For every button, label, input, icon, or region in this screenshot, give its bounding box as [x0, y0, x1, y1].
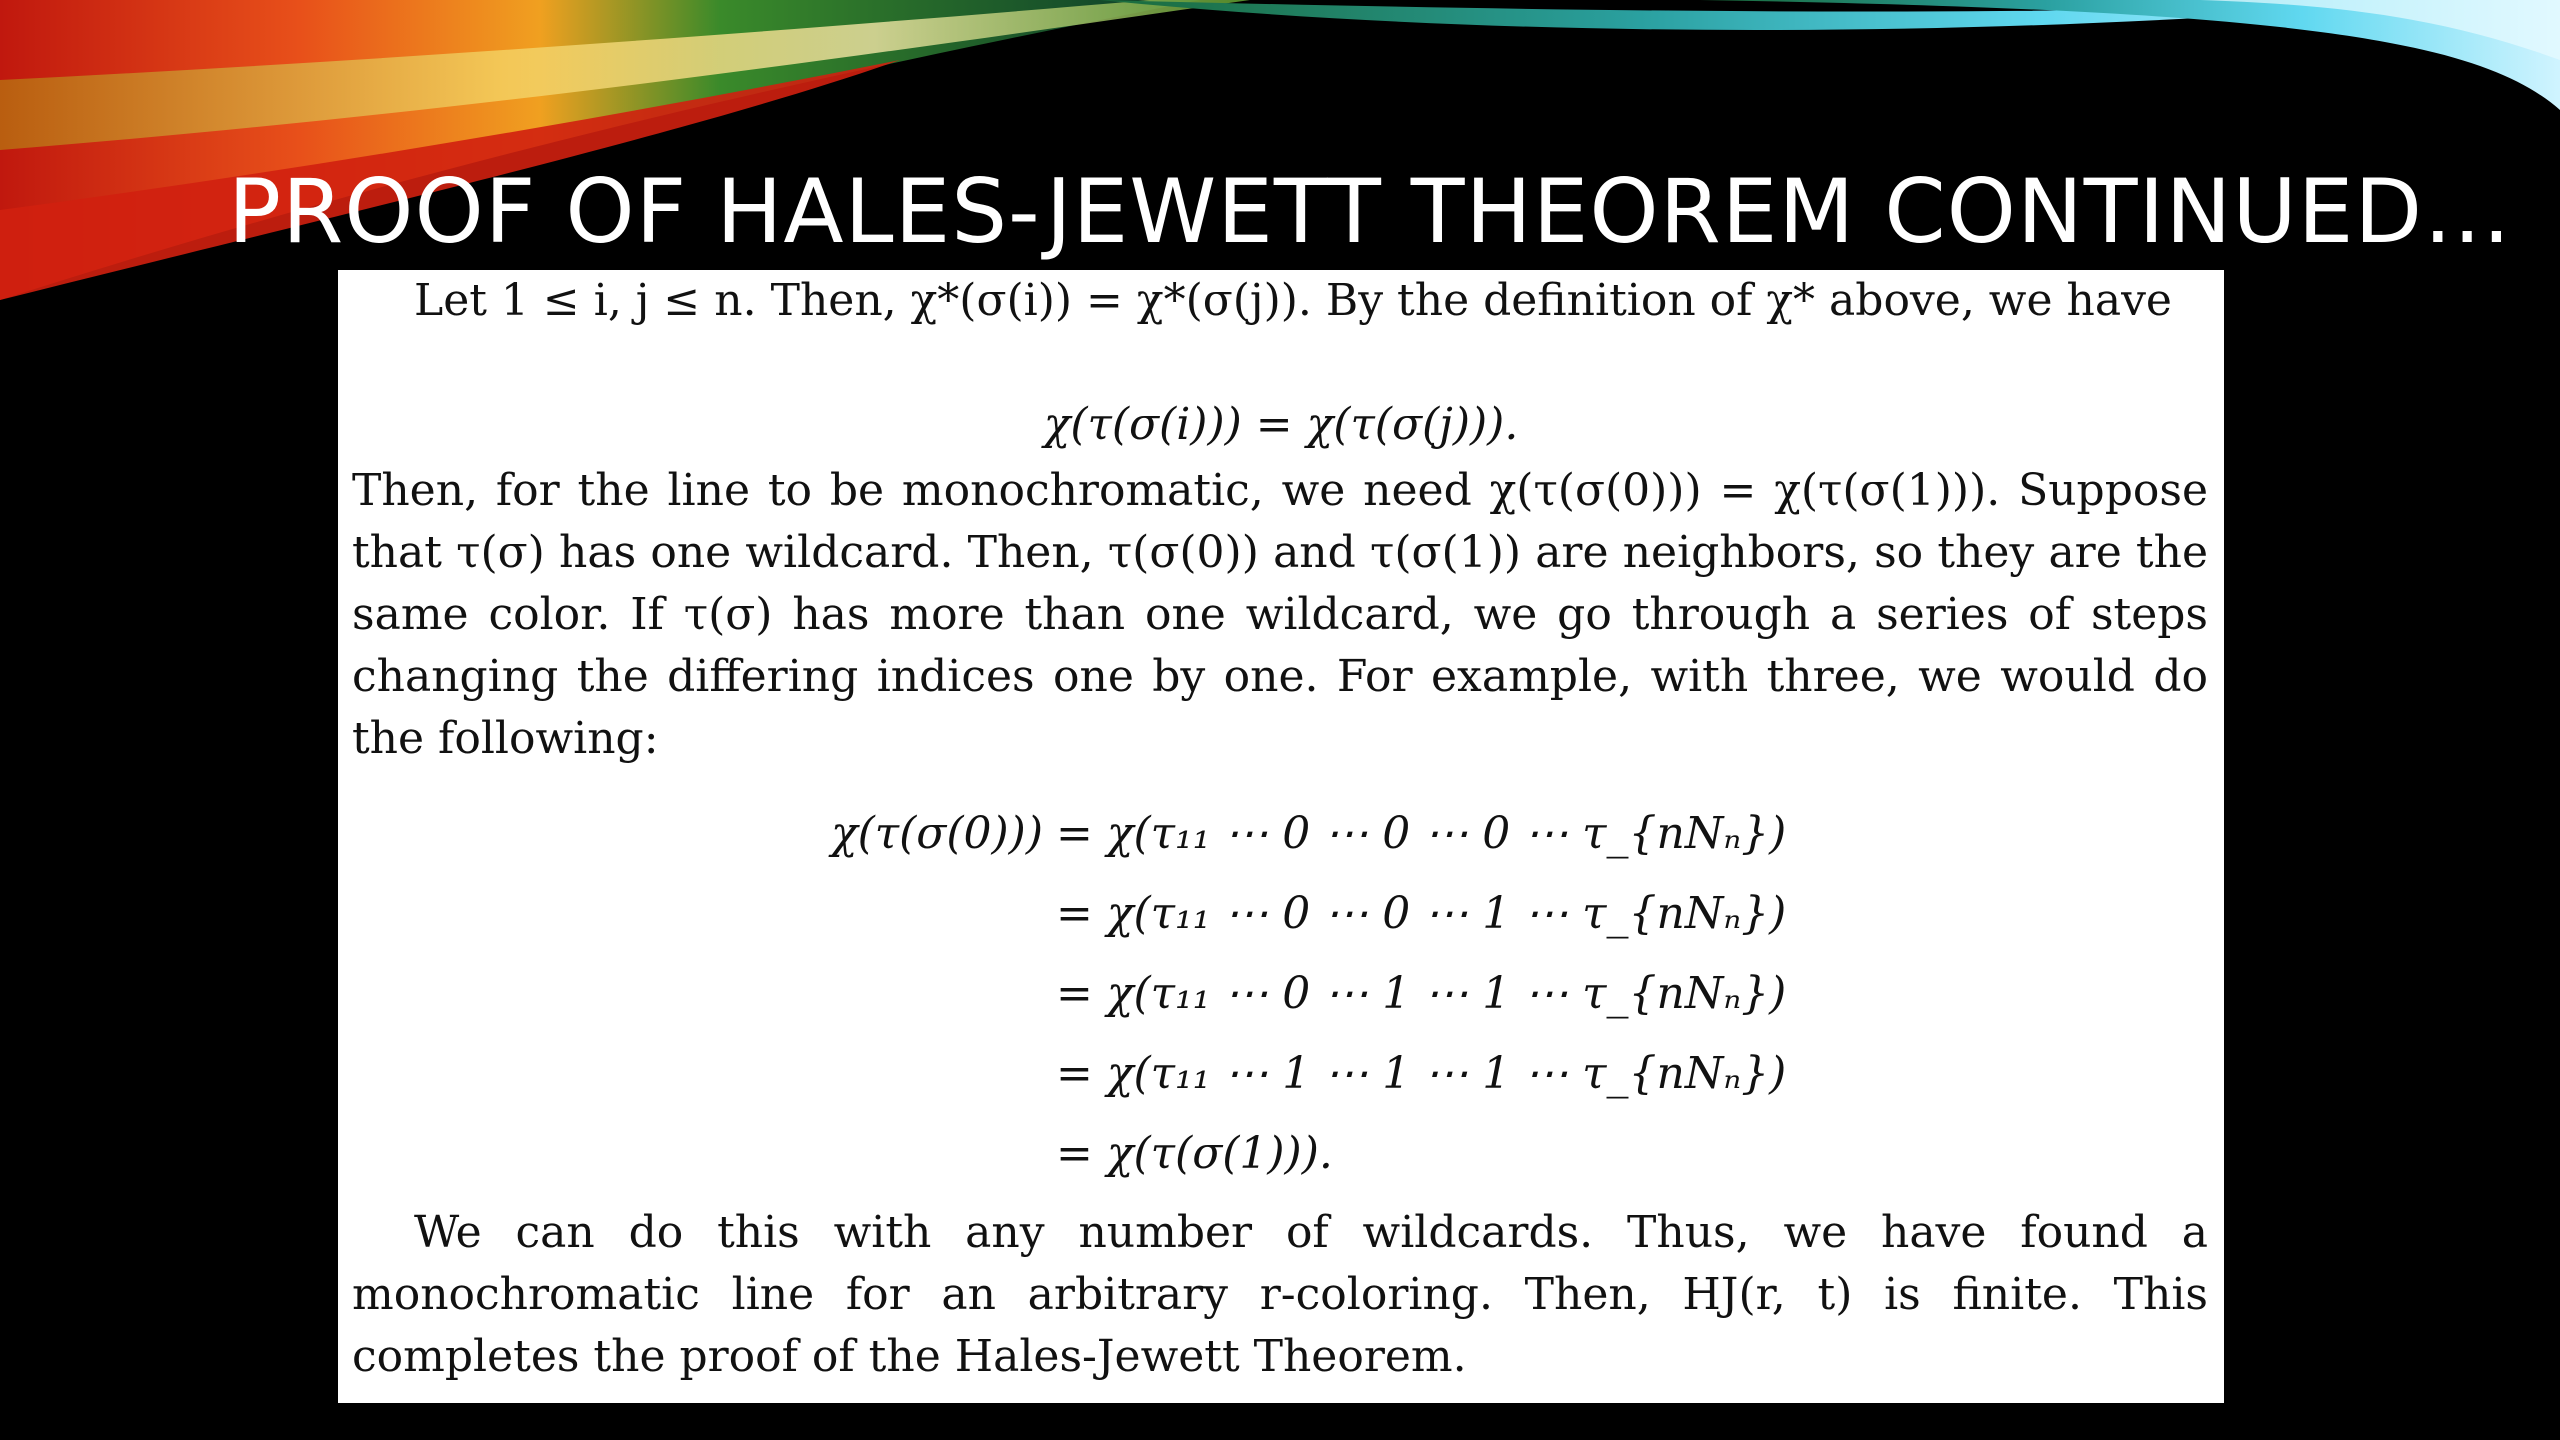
aligned-equations — [338, 794, 2224, 1194]
aligned-lhs: χ(τ(σ(0))) — [830, 808, 1043, 859]
aligned-row: = χ(τ₁₁ ⋯ 0 ⋯ 1 ⋯ 1 ⋯ τ_{nNₙ}) — [1056, 968, 1787, 1019]
aligned-row: = χ(τ₁₁ ⋯ 0 ⋯ 0 ⋯ 0 ⋯ τ_{nNₙ}) — [1056, 808, 1787, 859]
aligned-row: = χ(τ₁₁ ⋯ 0 ⋯ 0 ⋯ 1 ⋯ τ_{nNₙ}) — [1056, 888, 1787, 939]
slide-title: PROOF OF HALES-JEWETT THEOREM CONTINUED… — [228, 160, 2513, 263]
paragraph-2: Then, for the line to be monochromatic, we need χ(τ(σ(0))) = χ(τ(σ(1))). Suppose that τ(σ) has one wildcard. Then, τ(σ(0)) and τ(σ(1)) are neighbors, so they are the same color. If τ(σ) has more than one wildcard, we go through a series of steps changing the differing indices one by one. For example, with three, we would do the following: — [352, 465, 2208, 764]
document-excerpt — [338, 270, 2224, 1403]
aligned-row: = χ(τ(σ(1))). — [1056, 1128, 1333, 1179]
paragraph-1: Let 1 ≤ i, j ≤ n. Then, χ*(σ(i)) = χ*(σ(j)). By the definition of χ* above, we have — [414, 275, 2172, 326]
equation-1: χ(τ(σ(i))) = χ(τ(σ(j))). — [1043, 399, 1519, 450]
paragraph-3: We can do this with any number of wildcards. Thus, we have found a monochromatic line for an arbitrary r-coloring. Then, HJ(r, t) is finite. This completes the proof of the Hales-Jewett Theorem. — [352, 1207, 2208, 1382]
aligned-row: = χ(τ₁₁ ⋯ 1 ⋯ 1 ⋯ 1 ⋯ τ_{nNₙ}) — [1056, 1048, 1787, 1099]
